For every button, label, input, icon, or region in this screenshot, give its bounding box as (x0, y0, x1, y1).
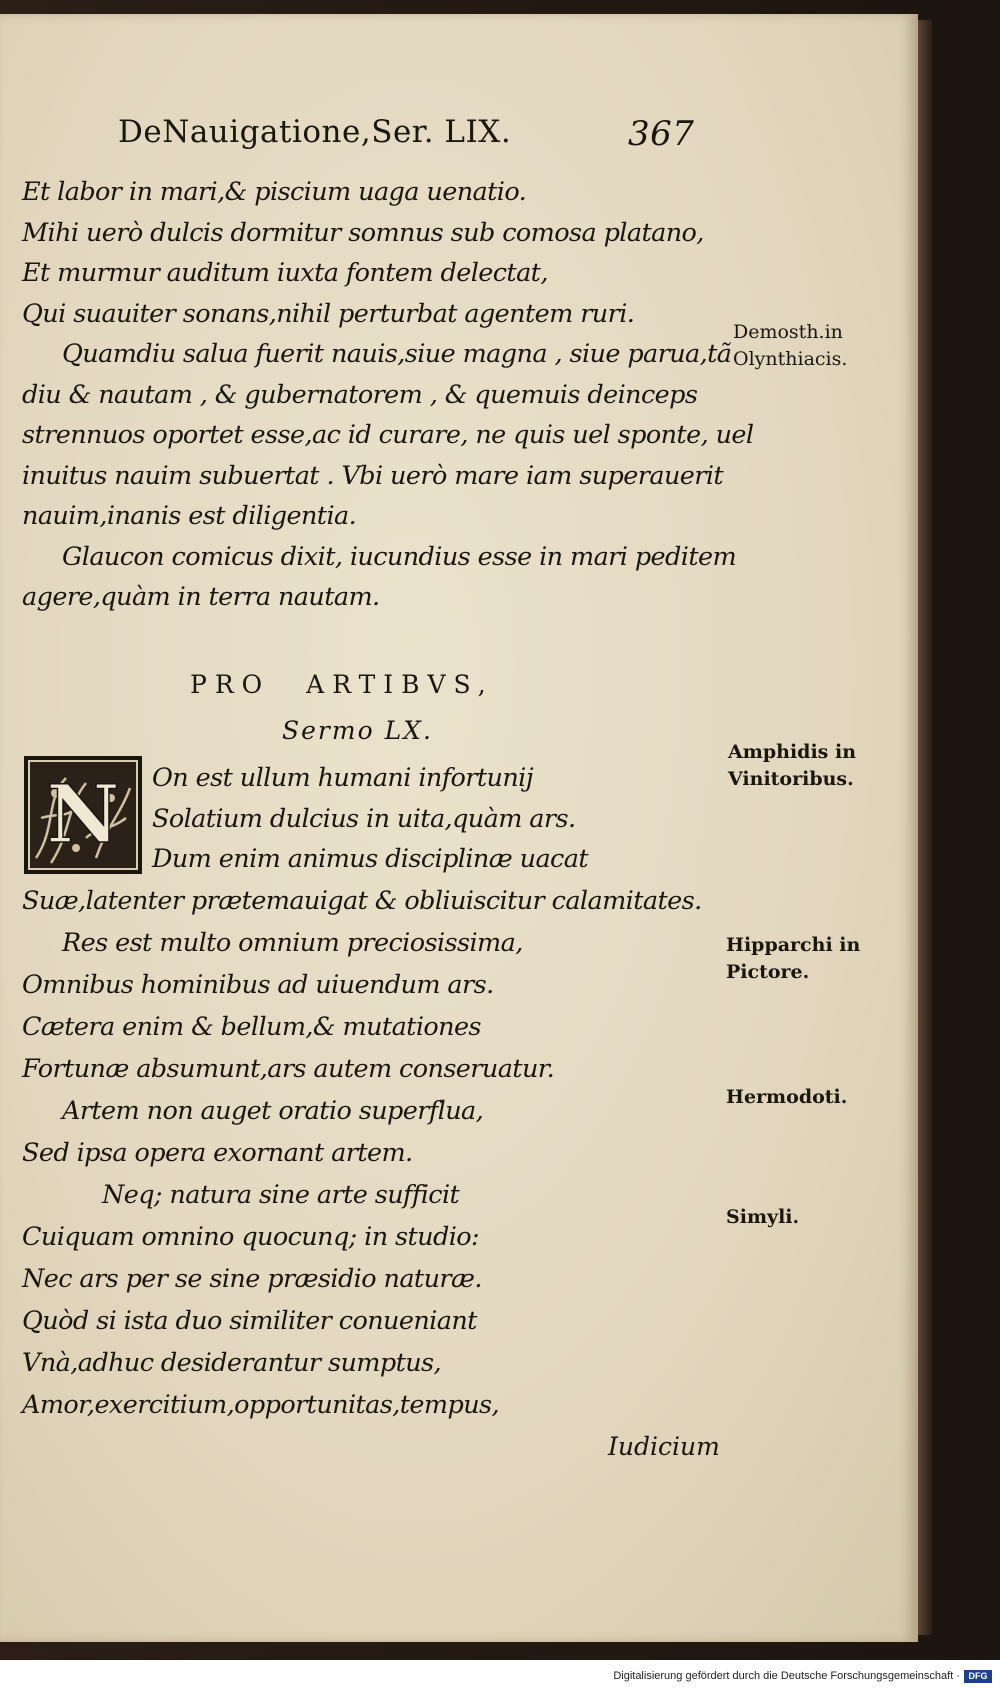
page-number: 367 (628, 114, 695, 154)
section-heading (190, 670, 494, 699)
text-line: Cuiquam omnino quocunq; in studio: (22, 1222, 480, 1252)
text-line: Quòd si ista duo similiter conueniant (22, 1306, 477, 1336)
margin-note-line: Hipparchi in (726, 934, 861, 956)
text-line: nauim,inanis est diligentia. (22, 501, 357, 531)
text-line: Res est multo omnium preciosissima, (62, 928, 523, 958)
page-edge (918, 20, 932, 1635)
margin-note-line: Vinitoribus. (728, 768, 854, 790)
text-line: On est ullum humani infortunij (152, 763, 534, 793)
text-line: Amor,exercitium,opportunitas,tempus, (22, 1390, 500, 1420)
text-line: strennuos oportet esse,ac id curare, ne quis uel sponte, uel (22, 420, 754, 450)
margin-note-line: Simyli. (726, 1206, 800, 1228)
poem-continuation (22, 880, 702, 1426)
text-line: Et murmur auditum iuxta fontem delectat, (22, 258, 548, 288)
text-line: Dum enim animus disciplinæ uacat (152, 844, 588, 874)
margin-note-line: Olynthiacis. (733, 348, 848, 370)
text-line: Nec ars per se sine præsidio naturæ. (22, 1264, 482, 1294)
text-line: Solatium dulcius in uita,quàm ars. (152, 803, 576, 834)
section-heading-word: ARTIBVS, (306, 670, 494, 699)
text-line: Fortunæ absumunt,ars autem conseruatur. (22, 1054, 555, 1084)
margin-note-hipparchi (726, 932, 860, 986)
text-line: Mihi uerò dulcis dormitur somnus sub comosa platano, (22, 217, 704, 248)
footer-bar (0, 1668, 1000, 1688)
body-text-top (22, 172, 754, 618)
text-line: Qui suauiter sonans,nihil perturbat agentem ruri. (22, 298, 635, 329)
text-line: Suæ,latenter prætemauigat & obliuiscitur calamitates. (22, 886, 702, 916)
page-header (118, 114, 738, 164)
margin-note-line: Pictore. (726, 961, 810, 983)
margin-note-line: Hermodoti. (726, 1086, 848, 1108)
text-line: Artem non auget oratio superflua, (62, 1096, 484, 1126)
book-page (0, 14, 918, 1642)
poem-opening (152, 758, 588, 880)
running-title: DeNauigatione,Ser. LIX. (118, 114, 512, 150)
text-line: agere,quàm in terra nautam. (22, 582, 380, 612)
text-line: diu & nautam , & gubernatorem , & quemuis deinceps (22, 379, 698, 410)
margin-note-simyli (726, 1204, 799, 1231)
margin-note-hermodoti (726, 1084, 847, 1111)
margin-note-line: Amphidis in (728, 741, 857, 763)
text-line: Vnà,adhuc desiderantur sumptus, (22, 1348, 442, 1378)
funding-credit: Digitalisierung gefördert durch die Deutsche Forschungsgemeinschaft · (613, 1670, 960, 1682)
margin-note-demosthenes (733, 319, 847, 373)
dfg-logo-icon: DFG (964, 1670, 992, 1683)
svg-text:N: N (46, 767, 120, 861)
text-line: Cætera enim & bellum,& mutationes (22, 1012, 481, 1042)
text-line: Et labor in mari,& piscium uaga uenatio. (22, 177, 527, 207)
text-line: Omnibus hominibus ad uiuendum ars. (22, 970, 494, 1000)
text-line: Quamdiu salua fuerit nauis,siue magna , siue parua,tã (62, 339, 732, 369)
catchword: Iudicium (608, 1432, 720, 1461)
text-line: Neq; natura sine arte sufficit (102, 1180, 460, 1210)
margin-note-amphidis (728, 739, 856, 793)
ornamental-initial-icon (26, 758, 140, 872)
drop-cap-initial (24, 756, 142, 874)
text-line: Sed ipsa opera exornant artem. (22, 1138, 413, 1168)
section-subheading: Sermo LX. (282, 716, 433, 745)
section-heading-word: PRO (190, 670, 271, 699)
text-line: Glaucon comicus dixit, iucundius esse in mari peditem (62, 541, 737, 572)
text-line: inuitus nauim subuertat . Vbi uerò mare iam superauerit (22, 460, 724, 491)
margin-note-line: Demosth.in (733, 321, 843, 343)
